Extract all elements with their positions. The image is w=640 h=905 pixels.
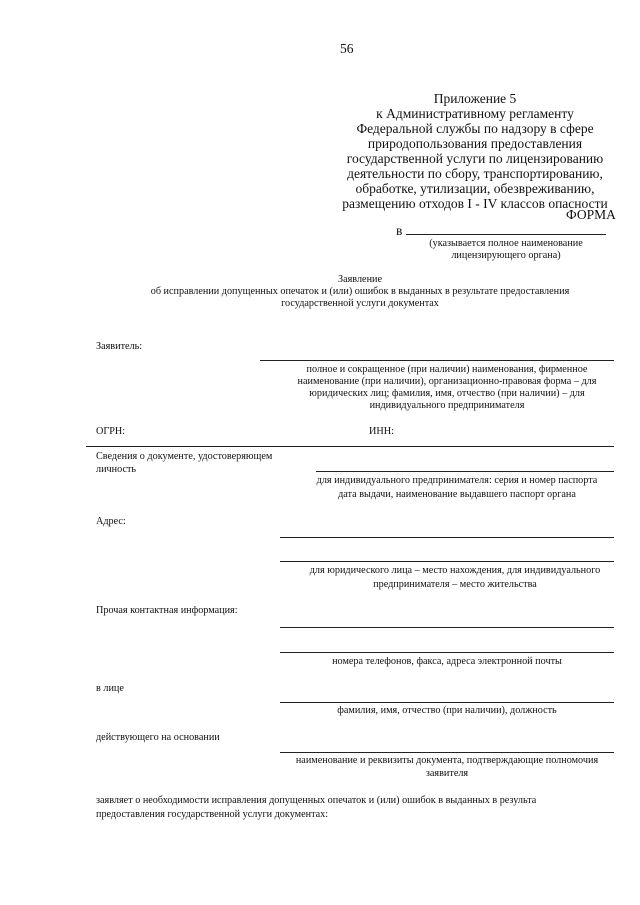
person-field[interactable] bbox=[280, 702, 614, 703]
inn-label: ИНН: bbox=[369, 426, 394, 437]
address-label: Адрес: bbox=[96, 516, 126, 527]
document-subtitle: государственной услуги документах bbox=[281, 298, 439, 309]
applicant-label: Заявитель: bbox=[96, 341, 143, 352]
appendix-line: Приложение 5 bbox=[433, 91, 517, 106]
address-hint: для юридического лица – место нахождения, для индивидуального bbox=[309, 565, 601, 576]
applicant-hint-line: наименование (при наличии), организационно-правовая форма – для bbox=[297, 376, 597, 387]
contacts-label: Прочая контактная информация: bbox=[96, 605, 238, 616]
appendix-line: деятельности по сбору, транспортированию, bbox=[347, 166, 603, 181]
person-label: в лице bbox=[96, 683, 124, 694]
appendix-line: к Административному регламенту bbox=[376, 106, 574, 121]
document-title: Заявление bbox=[337, 274, 383, 285]
identity-hint: для индивидуального предпринимателя: серия и номер паспорта bbox=[316, 475, 598, 486]
document-subtitle: об исправлении допущенных опечаток и (или) ошибок в выданных в результате предоставления bbox=[150, 286, 570, 297]
to-prefix: в bbox=[396, 223, 403, 238]
applicant-hint-line: индивидуального предпринимателя bbox=[369, 400, 525, 411]
form-label: ФОРМА bbox=[566, 207, 616, 222]
authority-hint: (указывается полное наименование bbox=[429, 238, 583, 249]
statement-text: предоставления государственной услуги документах: bbox=[96, 809, 329, 820]
applicant-hint-line: полное и сокращенное (при наличии) наименования, фирменное bbox=[306, 364, 588, 375]
identity-label: Сведения о документе, удостоверяющем bbox=[96, 451, 273, 462]
page-number: 56 bbox=[340, 41, 354, 56]
address-field[interactable] bbox=[280, 537, 614, 538]
address-field[interactable] bbox=[280, 561, 614, 562]
ogrn-inn-field[interactable] bbox=[86, 446, 614, 447]
applicant-field[interactable] bbox=[260, 360, 614, 361]
authority-field[interactable] bbox=[406, 234, 606, 235]
person-hint: фамилия, имя, отчество (при наличии), должность bbox=[337, 705, 557, 716]
appendix-line: государственной услуги по лицензированию bbox=[346, 151, 604, 166]
ogrn-label: ОГРН: bbox=[96, 426, 126, 437]
identity-field[interactable] bbox=[316, 471, 614, 472]
appendix-line: природопользования предоставления bbox=[367, 136, 583, 151]
authority-hint: лицензирующего органа) bbox=[451, 250, 561, 261]
identity-hint: дата выдачи, наименование выдавшего паспорт органа bbox=[338, 489, 576, 500]
address-hint: предпринимателя – место жительства bbox=[373, 579, 537, 590]
identity-label: личность bbox=[96, 464, 137, 475]
appendix-line: обработке, утилизации, обезвреживанию, bbox=[355, 181, 595, 196]
appendix-line: Федеральной службы по надзору в сфере bbox=[356, 121, 594, 136]
basis-hint: наименование и реквизиты документа, подтверждающие полномочия bbox=[295, 755, 599, 766]
basis-hint: заявителя bbox=[425, 768, 469, 779]
contacts-field[interactable] bbox=[280, 652, 614, 653]
basis-label: действующего на основании bbox=[96, 732, 220, 743]
basis-field[interactable] bbox=[280, 752, 614, 753]
applicant-hint-line: юридических лиц; фамилия, имя, отчество (при наличии) – для bbox=[309, 388, 585, 399]
statement-text: заявляет о необходимости исправления допущенных опечаток и (или) ошибок в выданных в результа bbox=[96, 795, 537, 806]
contacts-hint: номера телефонов, факса, адреса электронной почты bbox=[332, 656, 562, 667]
contacts-field[interactable] bbox=[280, 627, 614, 628]
appendix-line: размещению отходов I - IV классов опасности bbox=[342, 196, 608, 211]
